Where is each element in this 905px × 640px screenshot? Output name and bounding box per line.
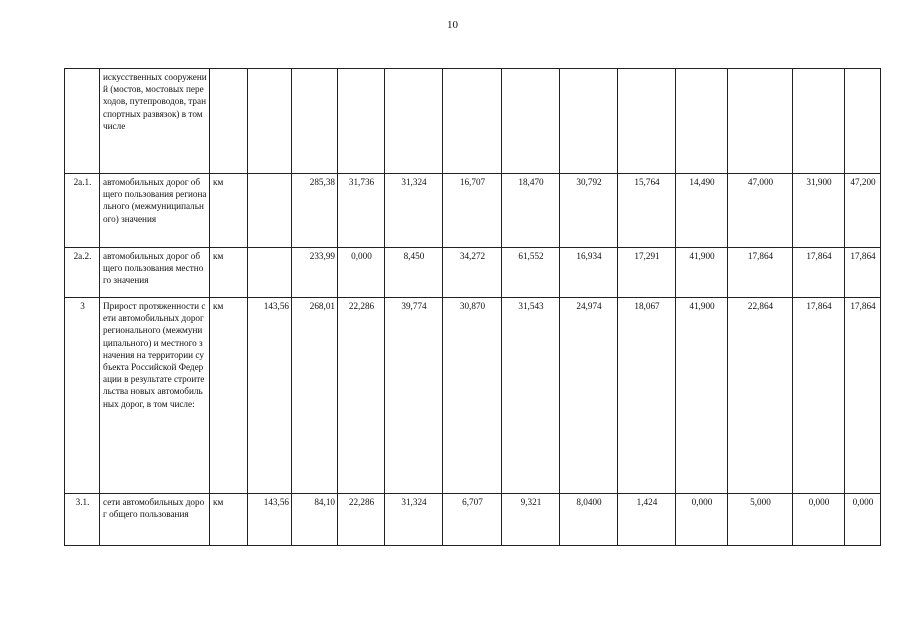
row-value: 24,974 (560, 298, 618, 494)
row-name: автомобильных дорог общего пользования регионального (межмуниципального) значения (100, 174, 210, 248)
row-value (676, 69, 728, 174)
row-value: 17,864 (845, 248, 881, 298)
row-value: 22,864 (728, 298, 793, 494)
table-row (65, 248, 881, 298)
row-value: 18,470 (502, 174, 560, 248)
row-name: Прирост протяженности сети автомобильных дорог регионального (межмуниципального) и местного значения на территории субъекта Российской Федерации в результате строительства новых автомобильных дорог, в том числе: (100, 298, 210, 494)
row-value: 17,864 (793, 248, 845, 298)
row-number: 2а.1. (65, 174, 100, 248)
row-value: 30,870 (443, 298, 502, 494)
row-value: 34,272 (443, 248, 502, 298)
row-value: 31,900 (793, 174, 845, 248)
row-unit: км (210, 494, 248, 546)
row-value (728, 69, 793, 174)
row-value: 41,900 (676, 248, 728, 298)
row-value: 17,291 (618, 248, 676, 298)
row-value: 0,000 (676, 494, 728, 546)
row-value (248, 248, 292, 298)
row-value: 268,01 (292, 298, 338, 494)
row-value (502, 69, 560, 174)
row-unit: км (210, 174, 248, 248)
table-row (65, 174, 881, 248)
row-value (618, 69, 676, 174)
row-value: 22,286 (338, 494, 385, 546)
row-value: 61,552 (502, 248, 560, 298)
row-value: 9,321 (502, 494, 560, 546)
row-name: автомобильных дорог общего пользования местного значения (100, 248, 210, 298)
row-value: 39,774 (385, 298, 443, 494)
row-value: 41,900 (676, 298, 728, 494)
row-value: 0,000 (338, 248, 385, 298)
row-value: 17,864 (845, 298, 881, 494)
indicators-table (64, 68, 881, 546)
row-value: 16,707 (443, 174, 502, 248)
row-value: 47,200 (845, 174, 881, 248)
row-number: 2а.2. (65, 248, 100, 298)
row-unit: км (210, 248, 248, 298)
row-value: 0,000 (845, 494, 881, 546)
table-row (65, 69, 881, 174)
row-value: 22,286 (338, 298, 385, 494)
row-value: 143,56 (248, 494, 292, 546)
row-value: 17,864 (793, 298, 845, 494)
row-value: 30,792 (560, 174, 618, 248)
row-name: сети автомобильных дорог общего пользования (100, 494, 210, 546)
row-value: 143,56 (248, 298, 292, 494)
row-value: 0,000 (793, 494, 845, 546)
row-value: 31,543 (502, 298, 560, 494)
row-value: 285,38 (292, 174, 338, 248)
row-value (560, 69, 618, 174)
row-value: 84,10 (292, 494, 338, 546)
row-value: 8,0400 (560, 494, 618, 546)
row-number (65, 69, 100, 174)
row-value (248, 174, 292, 248)
page-number: 10 (447, 19, 458, 31)
row-value: 233,99 (292, 248, 338, 298)
row-value: 5,000 (728, 494, 793, 546)
row-number: 3 (65, 298, 100, 494)
row-value (338, 69, 385, 174)
table-row (65, 298, 881, 494)
row-value: 1,424 (618, 494, 676, 546)
row-value (248, 69, 292, 174)
row-value: 31,736 (338, 174, 385, 248)
row-value: 17,864 (728, 248, 793, 298)
row-value: 6,707 (443, 494, 502, 546)
row-value (292, 69, 338, 174)
row-value (845, 69, 881, 174)
row-value: 18,067 (618, 298, 676, 494)
row-value (385, 69, 443, 174)
row-value: 15,764 (618, 174, 676, 248)
row-value: 14,490 (676, 174, 728, 248)
row-value (443, 69, 502, 174)
row-value: 31,324 (385, 174, 443, 248)
row-unit: км (210, 298, 248, 494)
row-value: 8,450 (385, 248, 443, 298)
row-value (793, 69, 845, 174)
row-number: 3.1. (65, 494, 100, 546)
row-value: 16,934 (560, 248, 618, 298)
row-unit (210, 69, 248, 174)
row-value: 31,324 (385, 494, 443, 546)
row-name: искусственных сооружений (мостов, мостовых переходов, путепроводов, транспортных развязок) в том числе (100, 69, 210, 174)
row-value: 47,000 (728, 174, 793, 248)
table-row (65, 494, 881, 546)
